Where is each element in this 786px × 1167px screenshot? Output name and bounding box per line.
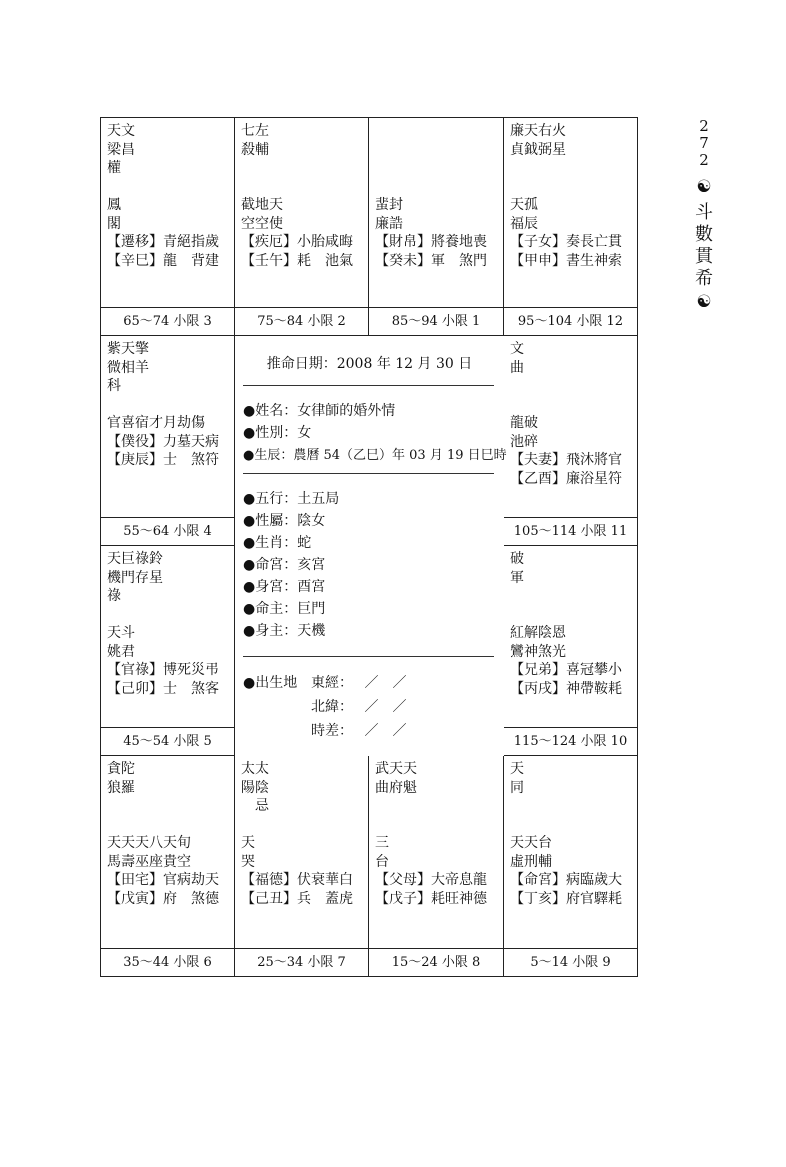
star-line: 【官祿】博死災弔 [107, 662, 219, 678]
palace-zi [369, 756, 504, 976]
palace-chou [235, 756, 369, 976]
palace-mao [101, 546, 235, 756]
star-line: 鳳 [107, 197, 121, 213]
star-line: 池碎 [510, 433, 538, 450]
palace-range: 5～14 小限 9 [504, 948, 637, 976]
palace-stars [107, 340, 231, 470]
palace-range: 15～24 小限 8 [369, 948, 503, 976]
star-line: 福辰 [510, 215, 538, 232]
star-line: 軍 [510, 569, 524, 586]
star-line: 廉天右火 [510, 123, 566, 139]
star-line: 紅解陰恩 [510, 625, 566, 641]
star-line: 【命宮】病臨歲大 [510, 872, 622, 888]
page-number-digit: 2 [699, 117, 709, 135]
palace-range: 85～94 小限 1 [369, 307, 503, 335]
star-line [241, 178, 365, 197]
ziwei-chart [100, 117, 638, 977]
title-char: 貫 [695, 246, 713, 267]
body-palace: ●身宮：酉宮 [243, 579, 326, 595]
star-line: 破 [510, 551, 524, 567]
star-line: 馬壽巫座貴空 [107, 853, 191, 870]
palace-xu [504, 546, 637, 756]
star-line [510, 396, 634, 415]
star-line: 曲 [510, 359, 524, 376]
star-line: 【丙戌】神帶鞍耗 [510, 680, 622, 697]
palace-range: 65～74 小限 3 [101, 307, 234, 335]
palace-range: 25～34 小限 7 [235, 948, 368, 976]
star-line: 【夫妻】飛沐將官 [510, 452, 622, 468]
palace-stars [241, 122, 365, 270]
star-line: 殺輔 [241, 141, 269, 158]
life-palace: ●命宮：亥宮 [243, 557, 326, 573]
star-line: 天巨祿鈴 [107, 551, 163, 567]
reading-date: 推命日期：2008 年 12 月 30 日 [266, 356, 473, 372]
star-line: 【田宅】官病劫天 [107, 872, 219, 888]
palace-range: 55～64 小限 4 [101, 517, 234, 545]
title-char: 希 [695, 268, 713, 289]
star-line: 空空使 [241, 215, 283, 232]
star-line: 蜚封 [375, 197, 403, 213]
star-line: 同 [510, 779, 524, 796]
chart-name: ●姓名：女律師的婚外情 [243, 403, 396, 419]
star-line: 鸞神煞光 [510, 643, 566, 660]
star-line: 忌 [241, 798, 269, 814]
star-line: 閣 [107, 215, 121, 232]
star-line: 【父母】大帝息龍 [375, 872, 487, 888]
palace-stars [241, 760, 365, 908]
star-line: 三 [375, 835, 389, 851]
palace-wei [369, 118, 504, 336]
star-line [375, 797, 500, 816]
star-line: 台 [375, 853, 389, 870]
yin-yang-icon: ☯ [696, 177, 712, 197]
star-line [375, 159, 500, 178]
star-line: 權 [107, 160, 121, 176]
life-master: ●命主：巨門 [243, 601, 326, 617]
star-line: 武天天 [375, 761, 417, 777]
divider [243, 656, 494, 657]
palace-wu [235, 118, 369, 336]
star-line: 天文 [107, 123, 135, 139]
five-elements: ●五行：土五局 [243, 491, 340, 507]
star-line: 微相羊 [107, 359, 149, 376]
star-line: 太太 [241, 761, 269, 777]
star-line: 貪陀 [107, 761, 135, 777]
star-line: 虛刑輔 [510, 853, 552, 870]
palace-stars [107, 122, 231, 270]
star-line [510, 606, 634, 625]
star-line [510, 587, 634, 606]
star-line: 天 [241, 835, 255, 851]
star-line: 【癸未】軍 煞門 [375, 252, 487, 269]
star-line [107, 816, 231, 835]
divider [243, 473, 494, 474]
palace-stars [510, 340, 634, 488]
star-line: 【壬午】耗 池氣 [241, 252, 353, 269]
palace-chen [101, 336, 235, 546]
palace-stars [375, 122, 500, 270]
palace-hai [504, 756, 637, 976]
star-line [510, 178, 634, 197]
palace-range: 75～84 小限 2 [235, 307, 368, 335]
star-line: 【僕役】力墓天病 [107, 433, 219, 450]
star-line [107, 797, 231, 816]
star-line: 【乙酉】廉浴星符 [510, 470, 622, 487]
star-line: 天孤 [510, 197, 538, 213]
palace-stars [107, 550, 231, 698]
star-line: 天斗 [107, 625, 135, 641]
palace-range: 115～124 小限 10 [504, 727, 637, 755]
star-line: 【甲申】書生神索 [510, 252, 622, 269]
palace-shen [504, 118, 637, 336]
star-line: 天 [510, 761, 524, 777]
longitude: 東經： ／ ／ [311, 675, 407, 691]
star-line: 【庚辰】士 煞符 [107, 452, 219, 468]
center-info-panel [235, 336, 507, 756]
star-line: 文 [510, 341, 524, 357]
star-line: 官喜宿才月劫傷 [107, 415, 205, 431]
star-line [375, 816, 500, 835]
star-line: 紫天擎 [107, 341, 149, 357]
palace-stars [510, 760, 634, 908]
star-line: 廉誥 [375, 215, 403, 232]
star-line [510, 159, 634, 178]
body-master: ●身主：天機 [243, 623, 326, 639]
star-line: 陽陰 [241, 779, 269, 796]
star-line: 曲府魁 [375, 779, 417, 796]
star-line: 【己丑】兵 蓋虎 [241, 890, 353, 907]
page-number-digit: 2 [699, 151, 709, 169]
star-line: 【辛巳】龍 背建 [107, 252, 219, 269]
star-line [241, 816, 365, 835]
star-line: 【戊子】耗旺神德 [375, 890, 487, 907]
latitude: 北緯： ／ ／ [311, 699, 407, 715]
palace-yin [101, 756, 235, 976]
star-line: 天天天八天旬 [107, 835, 191, 851]
star-line: 【財帛】將養地喪 [375, 234, 487, 250]
star-line [241, 159, 365, 178]
palace-stars [510, 122, 634, 270]
star-line [510, 816, 634, 835]
star-line: 【疾厄】小胎咸晦 [241, 234, 353, 250]
divider [243, 385, 494, 386]
star-line: 【丁亥】府官驛耗 [510, 890, 622, 907]
time-difference: 時差： ／ ／ [311, 723, 407, 739]
palace-range: 35～44 小限 6 [101, 948, 234, 976]
star-line [375, 178, 500, 197]
star-line: 【子女】奏長亡貫 [510, 234, 622, 250]
star-line [510, 377, 634, 396]
palace-stars [107, 760, 231, 908]
star-line: 祿 [107, 588, 121, 604]
star-line: 狼羅 [107, 779, 135, 796]
star-line [107, 606, 231, 625]
side-title [693, 118, 715, 311]
yin-yang-type: ●性屬：陰女 [243, 513, 326, 529]
palace-you [504, 336, 637, 546]
star-line: 龍破 [510, 415, 538, 431]
palace-range: 105～114 小限 11 [504, 517, 637, 545]
star-line: 【福德】伏衰華白 [241, 872, 353, 888]
star-line: 【己卯】士 煞客 [107, 680, 219, 697]
birth-time: ●生辰：農曆 54（乙巳）年 03 月 19 日巳時 [243, 448, 507, 463]
star-line [107, 178, 231, 197]
palace-range: 95～104 小限 12 [504, 307, 637, 335]
star-line: 機門存星 [107, 569, 163, 586]
yin-yang-icon: ☯ [696, 292, 712, 312]
star-line [375, 141, 500, 160]
star-line: 天天台 [510, 835, 552, 851]
page-number-digit: 7 [699, 134, 709, 152]
zodiac: ●生肖：蛇 [243, 535, 312, 551]
gender: ●性別：女 [243, 425, 312, 441]
star-line: 貞鉞弼星 [510, 141, 566, 158]
star-line: 哭 [241, 853, 255, 870]
title-char: 斗 [695, 202, 713, 223]
star-line: 截地天 [241, 197, 283, 213]
star-line [510, 797, 634, 816]
palace-range: 45～54 小限 5 [101, 727, 234, 755]
star-line: 【戊寅】府 煞德 [107, 890, 219, 907]
star-line: 【兄弟】喜冠攀小 [510, 662, 622, 678]
star-line [375, 122, 500, 141]
birthplace-label: ●出生地 [243, 675, 298, 691]
star-line [107, 396, 231, 415]
star-line: 七左 [241, 123, 269, 139]
palace-stars [375, 760, 500, 908]
star-line: 梁昌 [107, 141, 135, 158]
palace-stars [510, 550, 634, 698]
star-line: 姚君 [107, 643, 135, 660]
title-char: 數 [695, 224, 713, 245]
star-line: 【遷移】青絕指歲 [107, 234, 219, 250]
palace-si [101, 118, 235, 336]
star-line: 科 [107, 378, 121, 394]
